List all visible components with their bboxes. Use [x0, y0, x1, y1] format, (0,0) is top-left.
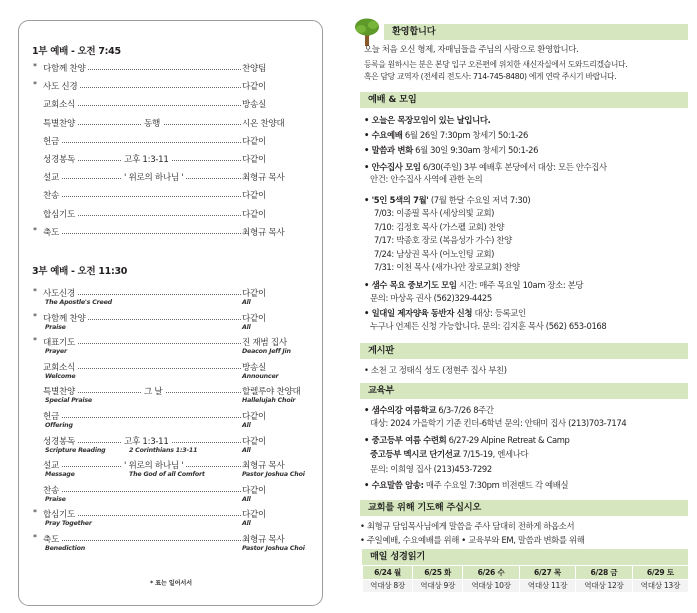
- program-row: [33, 533, 305, 552]
- program-item-english: Special Praise: [45, 397, 92, 405]
- program-item-leader: 다같이: [242, 191, 267, 202]
- program-row: [33, 311, 303, 331]
- program-item-english-leader: Announcer: [242, 372, 279, 380]
- program-item-english-leader: Pastor Joshua Choi: [242, 545, 305, 552]
- program-item-label: 합심기도: [43, 209, 76, 220]
- program-item-leader: 방송실: [242, 100, 267, 111]
- reading-day: 6/28 금: [576, 566, 632, 579]
- program-item-label: 다함께 찬양: [43, 64, 86, 74]
- program-item-leader: 다같이: [242, 289, 267, 299]
- program-item-english: Message: [45, 471, 75, 479]
- program-item-english-leader: All: [242, 299, 251, 306]
- program-item-leader: 최형규 목사: [242, 535, 285, 545]
- welcome-header: 환영합니다: [384, 24, 688, 40]
- education-header: 교육부: [360, 383, 688, 399]
- program-item-label: 사도신경: [43, 289, 76, 299]
- program-row: [33, 385, 303, 405]
- program-item-english-leader: Deacon Jeff Jin: [242, 348, 291, 356]
- welcome-line2: 등록을 원하시는 분은 본당 입구 오른편에 위치한 새신자실에서 도와드리겠습니다.: [364, 60, 628, 69]
- program-item-label: 찬송: [43, 191, 60, 202]
- leader-dots: [43, 196, 241, 197]
- program-item-english: Scripture Reading: [45, 446, 106, 454]
- education-e2: • 중고등부 여름 수련회 6/27-29 Alpine Retreat & Camp: [364, 435, 570, 445]
- program-row: [33, 226, 303, 240]
- program-item-leader: 시온 찬양대: [242, 118, 285, 129]
- program-item-label: 특별찬양: [43, 387, 76, 398]
- program-row: [33, 171, 303, 185]
- education-e2-line2: 중고등부 멕시코 단기선교 7/15-19, 엔세나다: [370, 449, 529, 459]
- program-row: [33, 189, 303, 203]
- program-row: [33, 135, 303, 149]
- program-item-english-leader: Hallelujah Choir: [242, 397, 296, 405]
- reading-chapter: 역대상 10장: [463, 579, 519, 592]
- welcome-line3: 혹은 담당 교역자 (전세리 전도사: 714-745-8480) 에게 연락 주시기 바랍니다.: [364, 72, 617, 81]
- program-item-english: Praise: [45, 495, 66, 503]
- program-row: [33, 435, 303, 454]
- worship-b4: • 안수집사 모임 6/30(주일) 3부 예배후 본당에서 대상: 모든 안수집사: [364, 162, 607, 172]
- program-item-leader: 할렐루야 찬양대: [242, 387, 301, 398]
- program-row: [33, 80, 303, 94]
- standing-mark: *: [33, 62, 37, 71]
- program-item-label: 대표기도: [43, 338, 76, 349]
- program-item-leader: 다같이: [242, 436, 267, 447]
- education-e1-line2: 대상: 2024 가을학기 기준 킨더-6학년 문의: 안태미 집사 (213)703-7174: [370, 418, 627, 428]
- program-row: [33, 153, 303, 167]
- program-item-leader: 다같이: [242, 82, 267, 93]
- program-item-english: The Apostle's Creed: [45, 299, 112, 306]
- program-item-leader: 다같이: [242, 136, 267, 147]
- program-item-label: 사도 신경: [43, 82, 78, 93]
- program-item-english-detail: The God of all Comfort: [129, 471, 205, 479]
- program-row: [33, 117, 303, 131]
- program-row: [33, 459, 305, 479]
- reading-chapter: 역대상 13장: [632, 579, 688, 592]
- program-item-leader: 다같이: [242, 209, 267, 220]
- education-e3: • 수요말씀 암송: 매주 수요일 7:30pm 비전랜드 각 예배실: [364, 480, 569, 490]
- program-item-leader: 다같이: [242, 313, 267, 324]
- program-item-leader: 최형규 목사: [242, 173, 285, 184]
- worship-b7-line2: 누구나 언제든 신청 가능합니다. 문의: 김지훈 목사 (562) 653-0168: [370, 321, 607, 331]
- program-item-detail: ' 위로의 하나님 ': [121, 459, 186, 471]
- program-item-leader: 방송실: [242, 362, 267, 373]
- standing-mark: *: [33, 336, 37, 346]
- program-item-leader: 다같이: [242, 510, 267, 521]
- july-schedule-item: 7/10: 김정호 목사 (가스펠 교회) 찬양: [374, 221, 505, 232]
- program-item-leader: 찬양팀: [242, 64, 267, 74]
- worship-b2: • 수요예배 6월 26일 7:30pm 창세기 50:1-26: [364, 130, 528, 140]
- prayer-header: 교회를 위해 기도해 주십시오: [360, 500, 688, 516]
- service3-title: 3부 예배 - 오전 11:30: [32, 266, 128, 277]
- july-schedule-item: 7/31: 이천 목사 (새가나안 장로교회) 찬양: [374, 262, 520, 272]
- program-row: [33, 287, 303, 306]
- program-item-leader: 진 재범 집사: [242, 338, 287, 349]
- standing-mark: *: [33, 508, 37, 518]
- reading-table: [362, 566, 688, 592]
- program-item-english-detail: 2 Corinthians 1:3-11: [129, 446, 198, 454]
- program-item-leader: 다같이: [242, 412, 267, 422]
- program-item-label: 다함께 찬양: [43, 313, 86, 324]
- leader-dots: [43, 233, 241, 234]
- program-item-label: 축도: [43, 227, 60, 238]
- program-item-english-leader: All: [242, 422, 251, 429]
- leader-dots: [43, 417, 241, 418]
- program-item-label: 성경봉독: [43, 436, 76, 447]
- program-item-english-leader: All: [242, 520, 251, 528]
- program-item-detail: 고후 1:3-11: [121, 435, 172, 447]
- standing-mark: *: [33, 287, 37, 296]
- service1-title: 1부 예배 - 오전 7:45: [32, 46, 121, 57]
- program-row: [33, 361, 303, 380]
- worship-b1: • 오늘은 목장모임이 있는 날입니다.: [364, 115, 491, 125]
- program-item-leader: 최형규 목사: [242, 227, 285, 238]
- standing-mark: *: [33, 533, 37, 542]
- worship-b6: • 샘수 목요 중보기도 모임 시간: 매주 목요일 10am 장소: 본당: [364, 280, 584, 290]
- standing-mark: *: [33, 311, 37, 321]
- program-item-label: 헌금: [43, 136, 60, 147]
- board-header: 게시판: [360, 343, 688, 359]
- program-item-label: 설교: [43, 173, 60, 184]
- program-row: [33, 208, 303, 222]
- program-item-label: 설교: [43, 461, 60, 472]
- reading-day: 6/26 수: [463, 566, 519, 579]
- prayer-p1: • 최형규 담임목사님에게 말씀을 주사 담대히 전하게 하옵소서: [360, 521, 575, 531]
- program-item-detail: 동행: [141, 117, 163, 129]
- program-row: [33, 484, 303, 503]
- worship-b7: • 일대일 제자양육 동반자 신청 대상: 등록교인: [364, 308, 526, 318]
- program-item-english: Offering: [45, 422, 73, 429]
- program-row: [33, 336, 303, 356]
- program-item-label: 교회소식: [43, 362, 76, 373]
- program-row: [33, 410, 303, 429]
- reading-chapter: 역대상 12장: [576, 579, 632, 592]
- program-row: [33, 62, 303, 76]
- program-item-english-leader: All: [242, 323, 251, 331]
- program-item-detail: ' 위로의 하나님 ': [121, 171, 186, 183]
- reading-chapter: 역대상 8장: [363, 579, 413, 592]
- program-item-label: 성경봉독: [43, 155, 76, 165]
- program-item-english: Praise: [45, 323, 66, 331]
- program-item-label: 축도: [43, 535, 60, 545]
- board-b1: • 소천 고 정태식 성도 (정현주 집사 부친): [364, 365, 507, 375]
- july-schedule-item: 7/17: 박종호 장로 (복음성가 가수) 찬양: [374, 235, 512, 245]
- program-item-english: Prayer: [45, 348, 67, 356]
- program-item-label: 합심기도: [43, 510, 76, 521]
- leader-dots: [43, 142, 241, 143]
- reading-chapter: 역대상 11장: [519, 579, 575, 592]
- program-item-english: Pray Together: [45, 520, 92, 528]
- program-item-english-leader: Pastor Joshua Choi: [242, 471, 305, 479]
- welcome-line1: 오늘 처음 오신 형제, 자매님들을 주님의 사랑으로 환영합니다.: [364, 44, 579, 54]
- leader-dots: [43, 491, 241, 492]
- program-item-english-leader: All: [242, 446, 251, 454]
- reading-chapter: 역대상 9장: [413, 579, 463, 592]
- program-item-detail: 고후 1:3-11: [121, 153, 172, 165]
- program-item-label: 헌금: [43, 412, 60, 422]
- program-item-english: Welcome: [45, 372, 76, 380]
- program-item-label: 교회소식: [43, 100, 76, 111]
- program-row: [33, 98, 303, 112]
- reading-day: 6/29 토: [632, 566, 688, 579]
- worship-b4-line2: 안건: 안수집사 사역에 관한 논의: [370, 174, 483, 184]
- program-item-leader: 다같이: [242, 155, 267, 165]
- program-item-detail: 그 날: [141, 385, 165, 397]
- reading-day: 6/25 화: [413, 566, 463, 579]
- reading-day: 6/24 월: [363, 566, 413, 579]
- worship-b5: • '5인 5색의 7월' (7월 한달 수요일 저녁 7:30): [364, 195, 531, 205]
- program-row: [33, 508, 303, 528]
- july-schedule-item: 7/24: 남상권 목사 (어노인팅 교회): [374, 248, 495, 259]
- standing-mark: *: [33, 225, 37, 235]
- worship-b6-line2: 문의: 마상옥 권사 (562)329-4425: [370, 293, 492, 303]
- reading-day: 6/27 목: [519, 566, 575, 579]
- program-item-english-leader: All: [242, 495, 251, 503]
- program-item-english: Benediction: [45, 545, 85, 552]
- program-item-label: 찬송: [43, 485, 60, 496]
- standing-mark: *: [33, 80, 37, 90]
- worship-b3: • 말씀과 변화 6월 30일 9:30am 창세기 50:1-26: [364, 145, 539, 155]
- program-item-label: 특별찬양: [43, 118, 76, 129]
- program-item-leader: 최형규 목사: [242, 461, 285, 472]
- reading-header: 매일 성경읽기: [362, 549, 688, 565]
- education-e1: • 샘수의강 여름학교 6/3-7/26 8주간: [364, 405, 494, 415]
- program-item-leader: 다같이: [242, 485, 267, 496]
- worship-header: 예배 & 모임: [360, 92, 688, 108]
- july-schedule-item: 7/03: 이종필 목사 (세상의빛 교회): [374, 208, 495, 218]
- prayer-p2: • 주일예배, 수요예배를 위해 • 교육부와 EM, 말씀과 변화를 위해: [360, 535, 585, 545]
- leader-dots: [43, 540, 241, 541]
- footnote: * 표는 일어서서: [150, 580, 193, 587]
- education-e2-line3: 문의: 이희영 집사 (213)453-7292: [370, 464, 492, 474]
